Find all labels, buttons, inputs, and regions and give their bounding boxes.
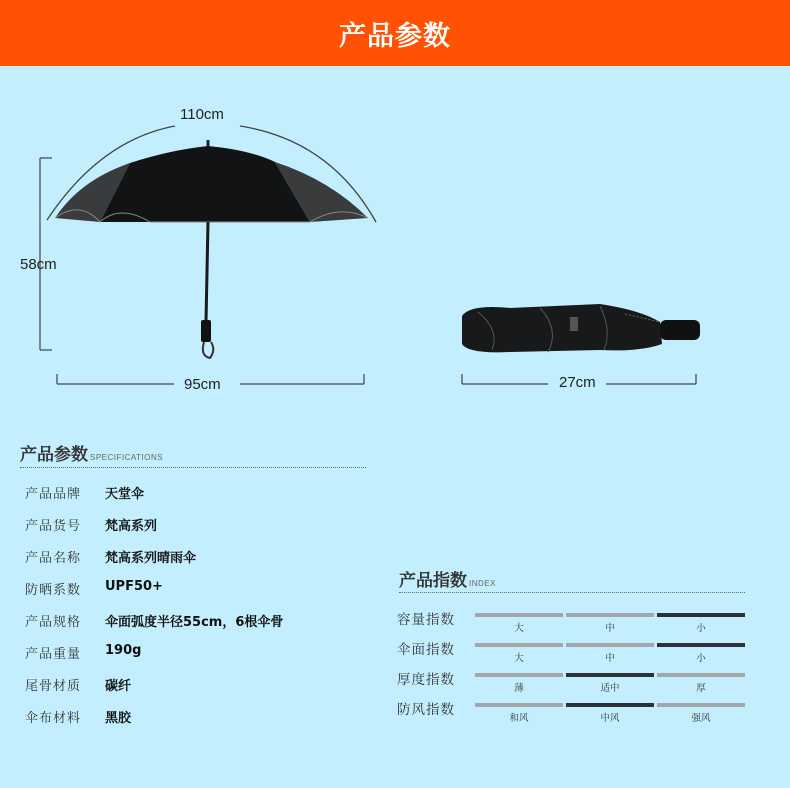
height-label: 58cm [20,256,57,273]
page-title: 产品参数 [339,20,451,52]
index-level-segment [475,613,563,634]
spec-key: 产品规格 [25,615,82,630]
spec-value: 黑胶 [105,711,132,726]
spec-row [25,707,131,726]
index-level-segment [566,673,654,694]
index-heading-en: INDEX [469,579,496,588]
index-level-label: 中风 [600,713,620,724]
spec-value: 碳纤 [105,679,132,694]
index-level-label: 大 [514,653,524,664]
index-level-bar [475,703,563,707]
index-row [397,608,747,634]
index-level-bar [475,613,563,617]
index-level-label: 和风 [509,713,529,724]
index-level-label: 中 [605,653,615,664]
specs-heading-en: SPECIFICATIONS [90,453,164,462]
index-level-label: 小 [696,623,706,634]
index-name: 伞面指数 [397,642,455,658]
spec-row [25,515,157,534]
spec-value: 190g [105,643,142,658]
index-row [397,668,747,694]
index-level-bar [475,673,563,677]
index-level-segment [475,673,563,694]
spec-value: 伞面弧度半径55cm，6根伞骨 [105,615,284,630]
spec-row [25,675,131,694]
index-row [397,698,747,724]
index-level-segment [657,643,745,664]
index-level-segment [566,643,654,664]
spec-key: 尾骨材质 [25,679,82,694]
open-span-label: 110cm [180,106,224,123]
index-level-bar [566,643,654,647]
index-level-label: 薄 [514,683,524,694]
folded-umbrella [462,304,700,352]
index-row [397,638,747,664]
spec-row [25,579,163,598]
index-level-label: 适中 [600,683,620,694]
spec-row [25,643,141,662]
index-divider [399,592,745,593]
index-level-bar [566,703,654,707]
index-level-bar [657,703,745,707]
spec-value: 天堂伞 [105,487,145,502]
index-level-label: 大 [514,623,524,634]
index-name: 厚度指数 [397,672,455,688]
specs-heading-cn: 产品参数 [20,445,88,465]
index-level-segment [566,613,654,634]
index-name: 容量指数 [397,612,455,628]
spec-value: 梵高系列晴雨伞 [105,551,197,566]
specs-heading [20,440,163,465]
index-level-bar [566,673,654,677]
index-level-bar [657,613,745,617]
spec-row [25,611,283,630]
index-level-label: 强风 [691,713,711,724]
index-level-segment [566,703,654,724]
index-level-bar [657,643,745,647]
spec-value: 梵高系列 [105,519,158,534]
index-level-bar [657,673,745,677]
specs-divider [20,467,366,468]
folded-length-label: 27cm [559,374,596,391]
index-level-segment [475,703,563,724]
index-level-label: 小 [696,653,706,664]
spec-key: 防晒系数 [25,583,82,598]
index-level-label: 中 [605,623,615,634]
index-level-label: 厚 [696,683,706,694]
index-heading-cn: 产品指数 [399,571,467,591]
index-level-bar [566,613,654,617]
spec-value: UPF50+ [105,579,163,594]
open-umbrella [55,140,368,358]
index-name: 防风指数 [397,702,455,718]
spec-key: 产品品牌 [25,487,82,502]
index-level-segment [475,643,563,664]
index-level-segment [657,673,745,694]
spec-row [25,483,144,502]
spec-key: 伞布材料 [25,711,82,726]
open-width-label: 95cm [184,376,221,393]
index-level-bar [475,643,563,647]
spec-row [25,547,196,566]
index-heading [399,566,496,591]
spec-key: 产品名称 [25,551,82,566]
index-level-segment [657,613,745,634]
index-level-segment [657,703,745,724]
spec-key: 产品重量 [25,647,82,662]
spec-key: 产品货号 [25,519,82,534]
